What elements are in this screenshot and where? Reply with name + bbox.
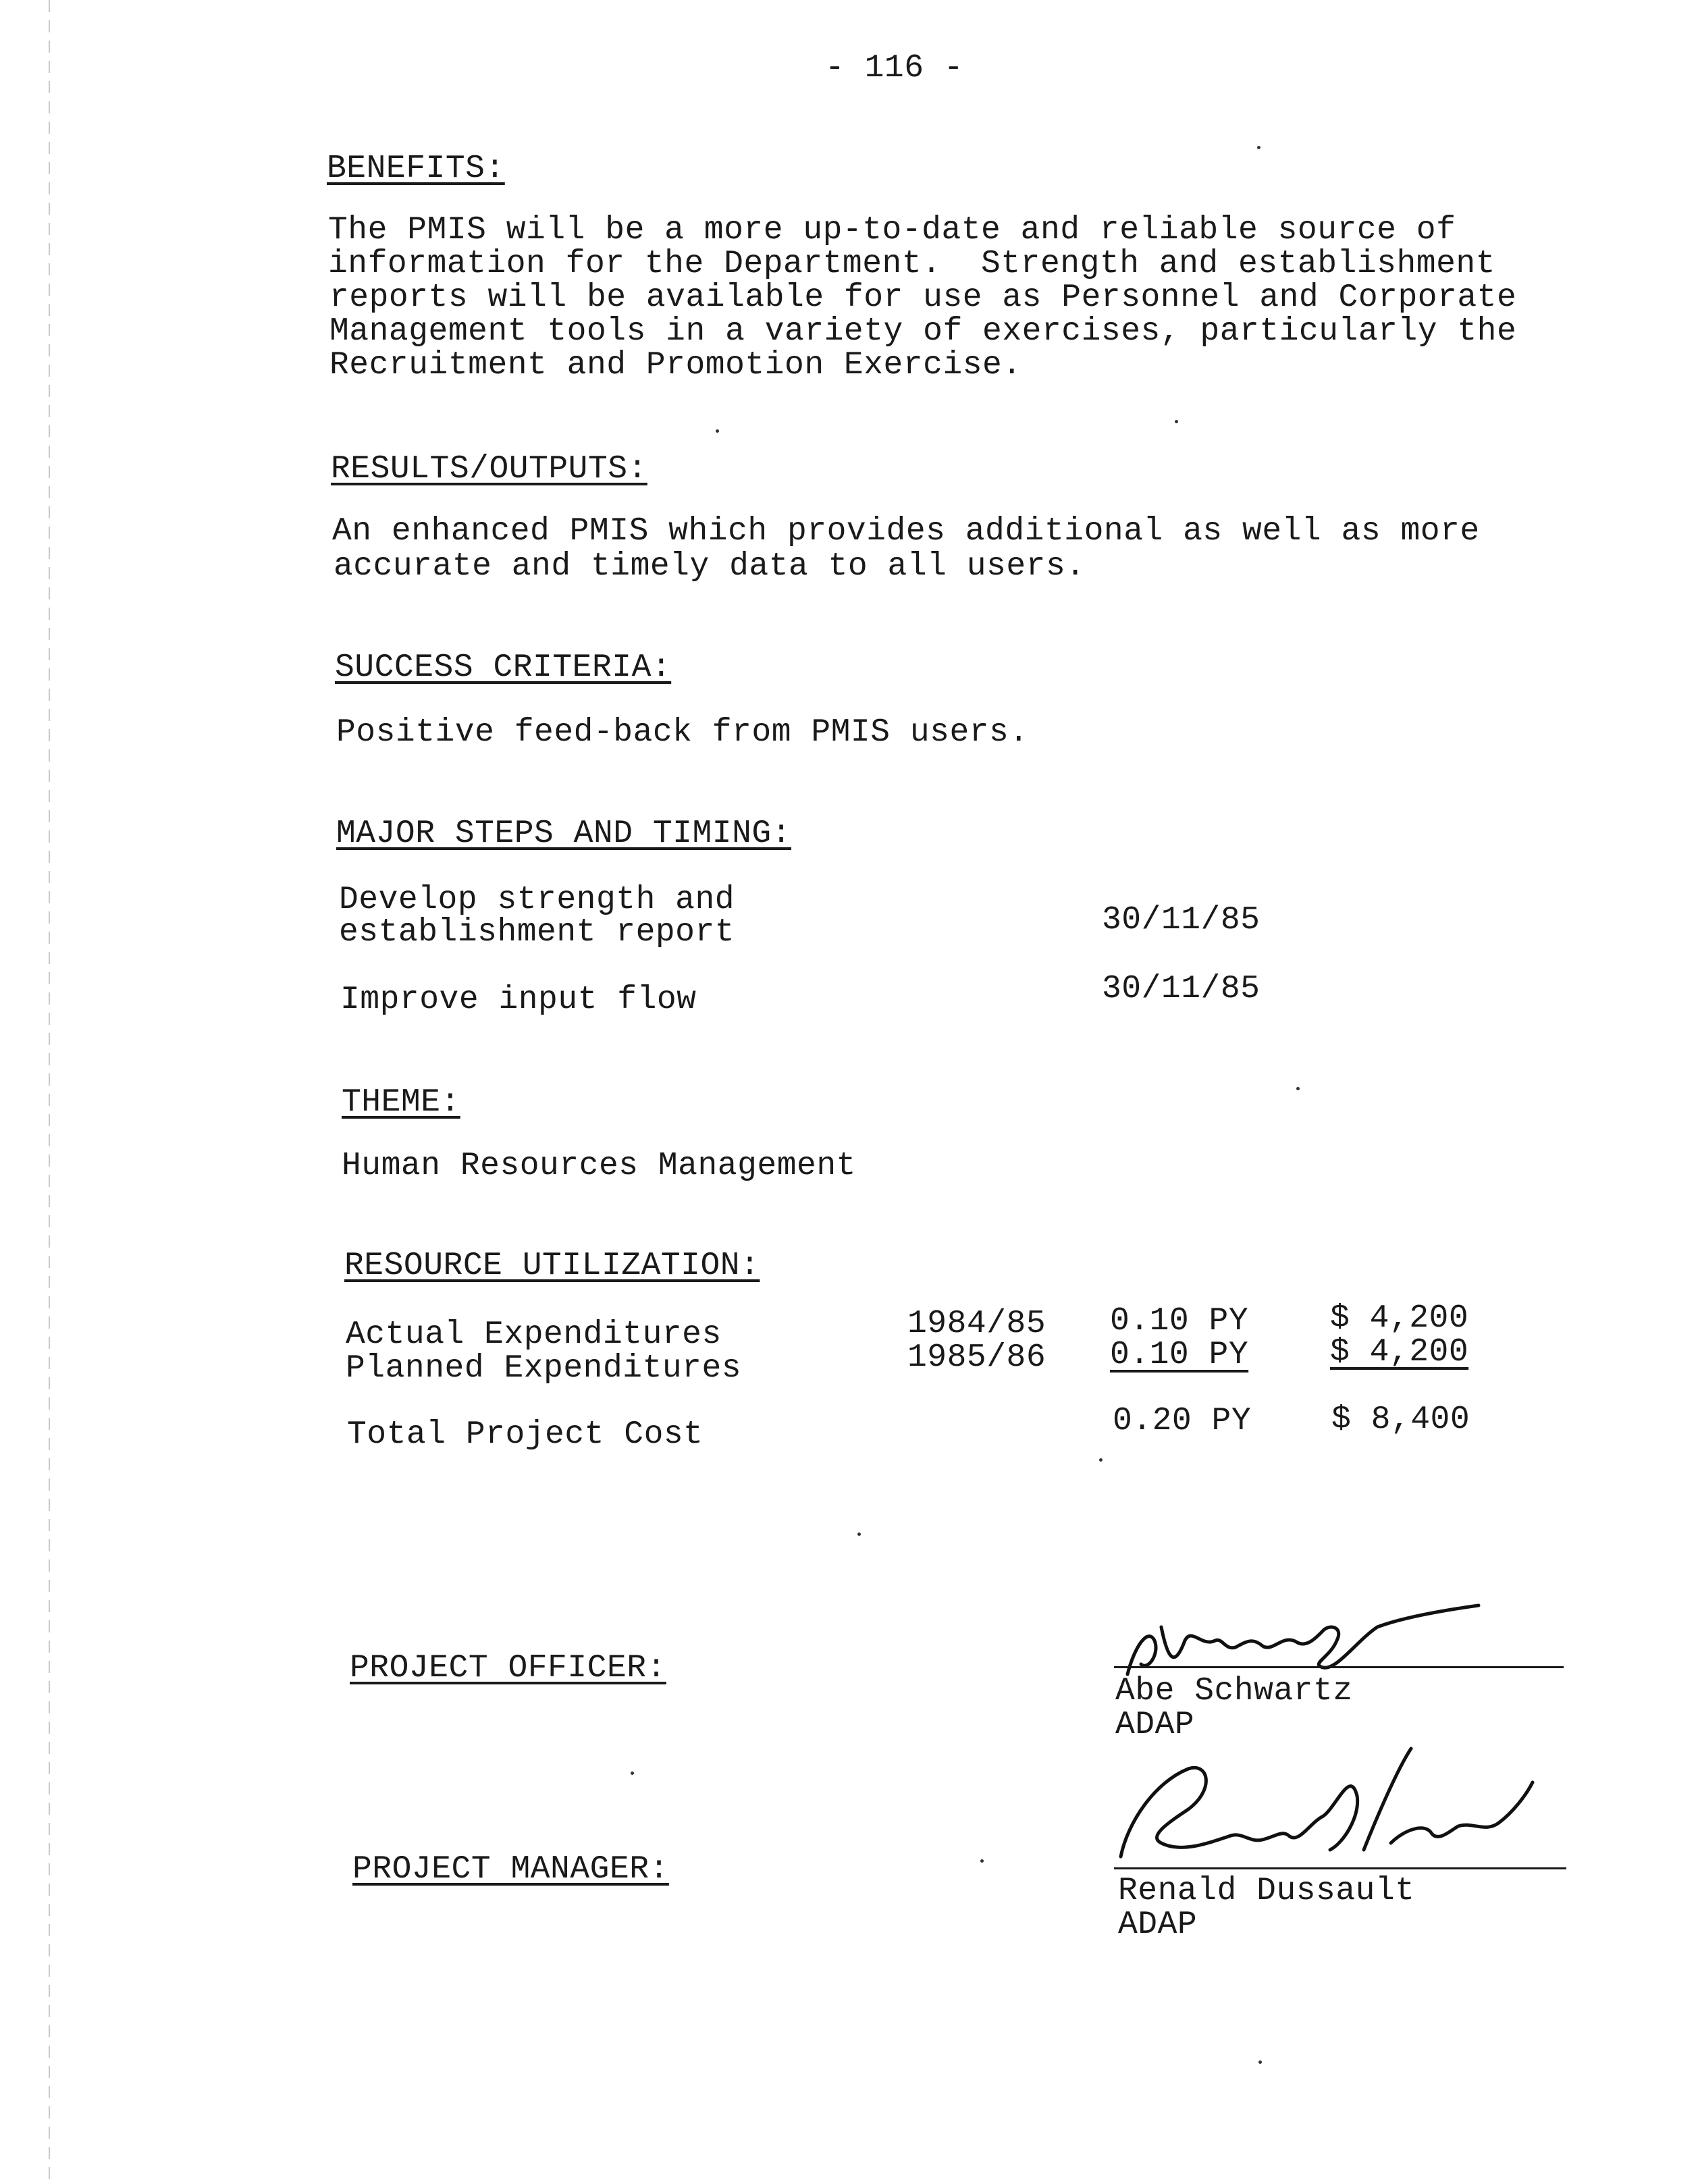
page-number: - 116 - xyxy=(825,50,964,86)
scan-speck xyxy=(716,429,719,433)
manager-org: ADAP xyxy=(1118,1907,1198,1943)
scan-speck xyxy=(1099,1458,1103,1462)
success-heading: SUCCESS CRITERIA: xyxy=(335,649,672,686)
scan-speck xyxy=(980,1859,984,1863)
results-line: accurate and timely data to all users. xyxy=(334,548,1086,585)
step-date: 30/11/85 xyxy=(1102,902,1261,938)
manager-signature xyxy=(1107,1742,1539,1877)
step-label: Improve input flow xyxy=(340,982,697,1018)
results-heading: RESULTS/OUTPUTS: xyxy=(331,451,647,487)
officer-org: ADAP xyxy=(1115,1707,1195,1743)
step-label: establishment report xyxy=(339,914,735,951)
step-date: 30/11/85 xyxy=(1102,971,1261,1007)
resources-heading: RESOURCE UTILIZATION: xyxy=(344,1248,760,1284)
benefits-line: Recruitment and Promotion Exercise. xyxy=(329,347,1022,383)
manager-name: Renald Dussault xyxy=(1118,1873,1415,1909)
resource-label: Planned Expenditures xyxy=(346,1350,742,1387)
resource-py: 0.10 PY xyxy=(1110,1337,1249,1373)
officer-name: Abe Schwartz xyxy=(1115,1673,1353,1709)
project-officer-label: PROJECT OFFICER: xyxy=(350,1650,666,1686)
resource-label: Actual Expenditures xyxy=(346,1316,722,1353)
theme-heading: THEME: xyxy=(342,1084,460,1121)
benefits-line: Management tools in a variety of exercises, particularly the xyxy=(329,313,1517,350)
resource-py: 0.10 PY xyxy=(1110,1303,1249,1339)
officer-signature xyxy=(1121,1600,1485,1681)
total-cost: $ 8,400 xyxy=(1331,1402,1470,1438)
resource-cost: $ 4,200 xyxy=(1330,1300,1469,1337)
resource-year: 1985/86 xyxy=(907,1339,1046,1376)
scan-speck xyxy=(1296,1087,1300,1090)
resource-year: 1984/85 xyxy=(907,1306,1046,1342)
total-py: 0.20 PY xyxy=(1113,1403,1252,1439)
scan-speck xyxy=(1257,146,1261,149)
success-text: Positive feed-back from PMIS users. xyxy=(336,714,1029,751)
resource-cost: $ 4,200 xyxy=(1330,1334,1469,1370)
benefits-heading: BENEFITS: xyxy=(327,151,505,187)
officer-signature-line xyxy=(1114,1666,1564,1668)
manager-signature-line xyxy=(1114,1867,1566,1869)
scan-speck xyxy=(857,1533,861,1536)
benefits-line: information for the Department. Strength and establishment xyxy=(328,246,1495,282)
theme-text: Human Resources Management xyxy=(342,1148,856,1184)
scan-speck xyxy=(631,1772,634,1775)
benefits-line: The PMIS will be a more up-to-date and reliable source of xyxy=(328,212,1456,248)
total-label: Total Project Cost xyxy=(347,1416,704,1453)
project-manager-label: PROJECT MANAGER: xyxy=(352,1851,669,1888)
scan-speck xyxy=(1258,2060,1262,2064)
results-line: An enhanced PMIS which provides additional as well as more xyxy=(332,513,1480,550)
steps-heading: MAJOR STEPS AND TIMING: xyxy=(336,816,792,852)
benefits-line: reports will be available for use as Personnel and Corporate xyxy=(329,279,1517,316)
step-label: Develop strength and xyxy=(339,882,735,918)
scan-edge-line xyxy=(49,0,50,2184)
scan-speck xyxy=(1175,420,1178,423)
